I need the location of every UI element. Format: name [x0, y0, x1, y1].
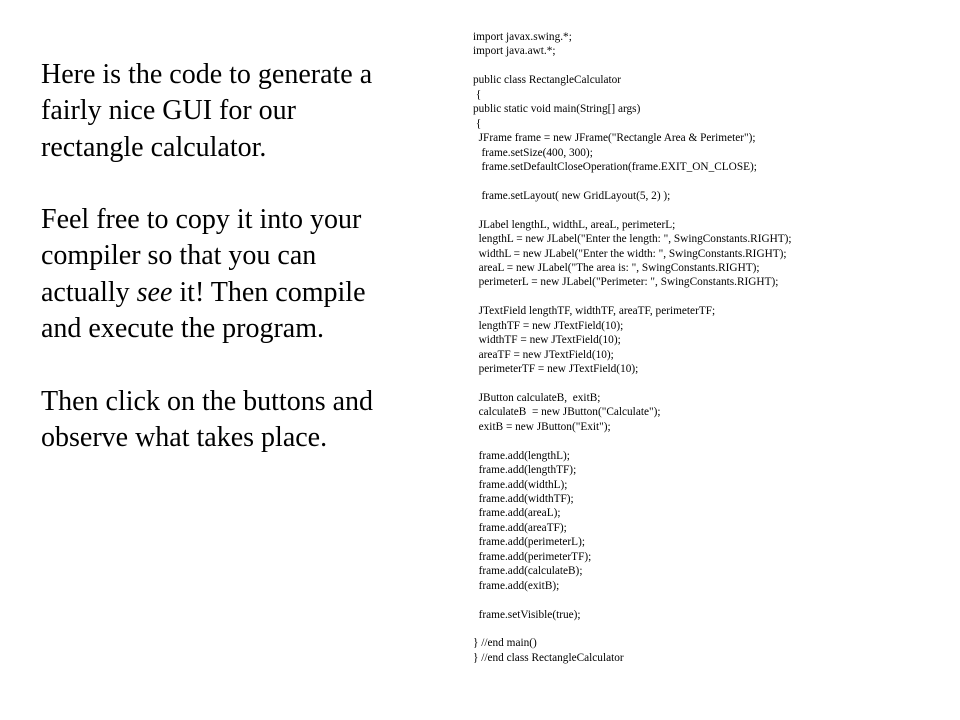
- code-line: frame.add(calculateB);: [473, 565, 583, 578]
- paragraph-copy-instructions: [41, 202, 391, 347]
- code-line: frame.add(areaTF);: [473, 521, 567, 534]
- code-line: frame.add(widthL);: [473, 478, 568, 491]
- code-line: } //end main(): [473, 637, 537, 650]
- code-line: perimeterTF = new JTextField(10);: [473, 363, 639, 376]
- code-line: JButton calculateB, exitB;: [473, 391, 601, 404]
- code-line: import java.awt.*;: [473, 45, 556, 58]
- code-line: frame.setLayout( new GridLayout(5, 2) );: [473, 189, 671, 202]
- code-line: public static void main(String[] args): [473, 103, 641, 116]
- code-line: widthL = new JLabel("Enter the width: ", SwingConstants.RIGHT);: [473, 247, 787, 260]
- code-line: areaTF = new JTextField(10);: [473, 348, 614, 361]
- code-line: [473, 174, 953, 188]
- copy-instructions-text-start: Feel free to copy it into your compiler so that you can actually: [41, 204, 362, 308]
- code-line: perimeterL = new JLabel("Perimeter: ", SwingConstants.RIGHT);: [473, 276, 779, 289]
- code-line: [473, 434, 953, 448]
- code-line: frame.add(lengthL);: [473, 449, 570, 462]
- code-line: frame.setSize(400, 300);: [473, 146, 593, 159]
- code-line: exitB = new JButton("Exit");: [473, 420, 611, 433]
- paragraph-intro: Here is the code to generate a fairly nice GUI for our rectangle calculator.: [41, 59, 373, 163]
- code-line: frame.add(perimeterTF);: [473, 550, 592, 563]
- code-line: frame.setDefaultCloseOperation(frame.EXIT_ON_CLOSE);: [473, 160, 757, 173]
- code-line: frame.add(widthTF);: [473, 493, 574, 505]
- code-line: [473, 622, 953, 636]
- code-line: lengthTF = new JTextField(10);: [473, 319, 624, 332]
- code-line: frame.add(areaL);: [473, 507, 561, 520]
- code-line: [473, 59, 953, 73]
- code-line: [473, 377, 953, 391]
- code-line: [473, 593, 953, 607]
- code-line: lengthL = new JLabel("Enter the length: ", SwingConstants.RIGHT);: [473, 233, 792, 246]
- copy-instructions-text-end: it! Then compile and execute the program.: [41, 276, 366, 345]
- code-line: JTextField lengthTF, widthTF, areaTF, perimeterTF;: [473, 305, 716, 318]
- code-line: frame.add(exitB);: [473, 579, 560, 592]
- code-line: widthTF = new JTextField(10);: [473, 334, 621, 347]
- code-line: {: [473, 88, 482, 101]
- code-line: import javax.swing.*;: [473, 31, 572, 43]
- code-line: JFrame frame = new JFrame("Rectangle Area & Perimeter");: [473, 132, 756, 145]
- code-line: frame.add(perimeterL);: [473, 536, 585, 549]
- code-line: calculateB = new JButton("Calculate");: [473, 406, 661, 419]
- code-line: [473, 290, 953, 304]
- code-line: areaL = new JLabel("The area is: ", SwingConstants.RIGHT);: [473, 262, 760, 274]
- code-line: JLabel lengthL, widthL, areaL, perimeterL;: [473, 218, 676, 231]
- code-line: } //end class RectangleCalculator: [473, 651, 624, 664]
- code-line: [473, 203, 953, 217]
- instructions-text: [41, 57, 391, 456]
- code-line: public class RectangleCalculator: [473, 74, 622, 87]
- code-line: frame.setVisible(true);: [473, 608, 581, 621]
- paragraph-click-buttons: Then click on the buttons and observe what takes place.: [41, 385, 374, 453]
- code-line: {: [473, 117, 482, 130]
- java-code-listing: [473, 30, 953, 665]
- code-line: frame.add(lengthTF);: [473, 464, 577, 477]
- emphasized-word-see: see: [136, 276, 173, 308]
